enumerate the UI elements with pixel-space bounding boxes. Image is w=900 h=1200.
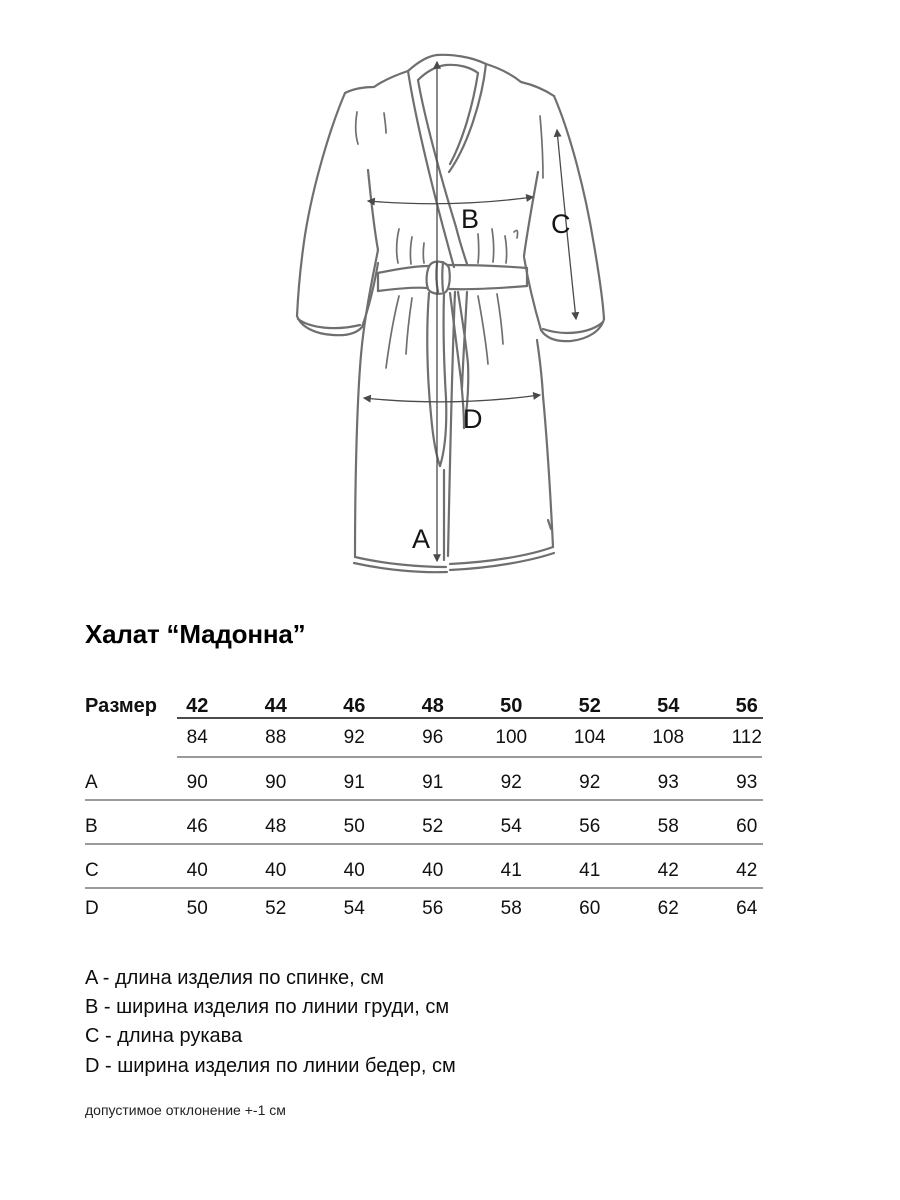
page-title: Халат “Мадонна” [85,619,306,649]
hem-right-2 [450,553,554,570]
table-cell: 40 [422,860,444,881]
table-cell: 62 [657,898,679,919]
measure-label-d: D [463,404,483,434]
table-row-b: B 46 48 50 52 54 56 58 60 [85,813,786,841]
size-col-header: 48 [421,695,444,717]
table-row-d: D 50 52 54 56 58 60 62 64 [85,895,786,923]
table-cell: 58 [657,816,679,837]
table-cell: 52 [265,898,287,919]
body-left [355,250,378,557]
shoulder-left [345,71,408,93]
table-cell: 54 [343,898,365,919]
table-cell: 88 [265,727,287,748]
body-right [537,340,553,547]
table-cell: 92 [500,772,522,793]
table-cell: 58 [500,898,522,919]
table-cell: 48 [265,816,287,837]
table-cell: 64 [736,898,758,919]
measure-label-b: B [461,204,480,234]
header-rule [177,717,763,719]
legend-item-d: D - ширина изделия по линии бедер, см [85,1055,456,1077]
lapel-left-inner [418,80,467,264]
row-rule [85,843,763,845]
table-cell: 40 [265,860,287,881]
table-cell: 84 [186,727,208,748]
size-col-header: 52 [578,695,601,717]
legend-item-b: B - ширина изделия по линии груди, см [85,996,450,1018]
table-cell: 54 [500,816,522,837]
table-cell: 96 [422,727,444,748]
size-col-header: 56 [735,695,758,717]
table-cell: 92 [343,727,365,748]
table-cell: 50 [343,816,365,837]
measure-label-c: C [551,209,571,239]
table-cell: 42 [657,860,679,881]
row-rule [85,887,763,889]
sleeve-left-outer [297,93,345,316]
lapel-left-outer [408,71,454,267]
collar-inner [418,65,478,80]
table-row-c: C 40 40 40 40 41 41 42 42 [85,857,786,885]
belt-tail-left [427,293,440,466]
hem-right-1 [450,547,553,564]
table-cell: 92 [579,772,601,793]
sleeve-right-outer [554,96,604,319]
table-row-a: A 90 90 91 91 92 92 93 93 [85,769,786,797]
table-cell: 46 [186,816,208,837]
table-row-bust [85,724,786,752]
size-col-header: 44 [264,695,287,717]
table-cell: 40 [343,860,365,881]
table-cell: 52 [422,816,444,837]
table-cell: 112 [731,727,762,748]
table-cell: 41 [579,860,601,881]
table-cell: 60 [736,816,758,837]
table-cell: 100 [495,727,528,748]
measure-label-a: A [412,524,431,554]
arrow-b-chest [368,197,533,204]
robe-line-art [297,55,604,572]
size-col-header: 46 [343,695,366,717]
row-rule [85,799,763,801]
table-cell: 56 [422,898,444,919]
size-col-header: 54 [657,695,680,717]
size-col-header: 42 [186,695,209,717]
cuff-right-line [543,322,603,333]
vent-notch-right [548,520,551,529]
legend-item-c: C - длина рукава [85,1025,243,1047]
row-rule [177,756,762,758]
size-col-header: 50 [500,695,523,717]
tolerance-note: допустимое отклонение +-1 см [85,1102,286,1118]
table-cell: 93 [657,772,679,793]
table-cell: 90 [186,772,208,793]
table-cell: 42 [736,860,758,881]
chest-edge-right [524,172,538,256]
table-header-label: Размер [85,695,158,717]
table-cell: 50 [186,898,208,919]
table-cell: 60 [579,898,601,919]
table-cell: 41 [500,860,522,881]
chest-edge-left [368,170,378,250]
table-cell: 93 [736,772,758,793]
table-cell: 104 [573,727,606,748]
wrinkle-strokes [356,112,543,368]
table-cell: 40 [186,860,208,881]
table-cell: 108 [652,727,685,748]
table-cell: 91 [343,772,365,793]
legend-item-a: A - длина изделия по спинке, см [85,967,385,989]
table-cell: 56 [579,816,601,837]
table-cell: 90 [265,772,287,793]
table-cell: 91 [422,772,444,793]
collar-outer [408,55,486,71]
table-header-row [85,692,786,720]
shoulder-right [486,64,554,96]
